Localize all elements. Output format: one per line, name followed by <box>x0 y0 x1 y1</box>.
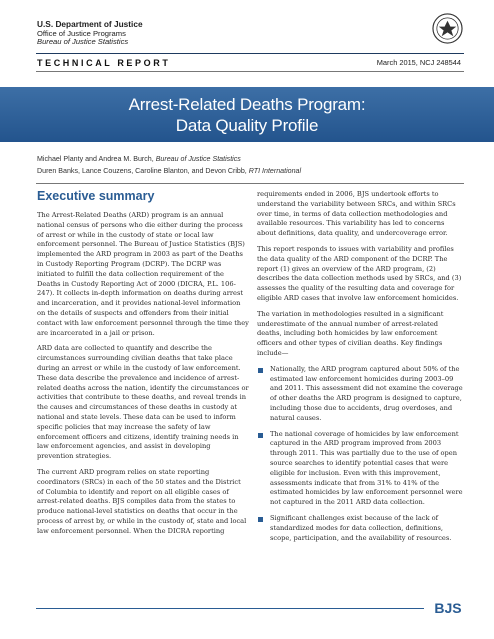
bjs-logo-text: BJS <box>434 600 462 616</box>
key-findings-list <box>257 365 464 544</box>
author-org-rti: RTI International <box>248 166 302 175</box>
paragraph: The variation in methodologies resulted in a significant underestimate of the annual number of arrest-related deaths, including both homicides by law enforcement officers and other types of civilian deaths. Key findings include— <box>257 309 444 357</box>
left-column <box>37 211 249 543</box>
paragraph: The Arrest-Related Deaths (ARD) program is an annual national census of persons who die either during the process of arrest or while in the custody of state or local law enforcement personnel. The Bureau of Justice Statistics (BJS) implemented the ARD program in 2003 as part of the Deaths in Custody Reporting Program (DCRP). The DCRP was initiated to fulfill the data collection requirement of the Deaths in Custody Reporting Act of 2000 (DICRA, P.L. 106-247). It collects in-depth information on deaths during arrest and incarceration, and it provides national-level information on the details of suspects and offenders from their initial contact with law enforcement personnel through the time they are incarcerated in a jail or prison. <box>37 211 249 337</box>
author-names-rti: Duren Banks, Lance Couzens, Caroline Blanton, and Devon Cribb, <box>37 166 249 175</box>
author-line-bjs <box>37 154 301 166</box>
author-rule <box>36 183 464 184</box>
author-line-rti <box>37 166 301 178</box>
title-banner <box>0 87 494 142</box>
list-item <box>257 430 464 508</box>
bullet-square-icon <box>258 433 263 438</box>
bureau-name: Bureau of Justice Statistics <box>37 37 129 47</box>
author-org-bjs: Bureau of Justice Statistics <box>155 155 241 163</box>
header-rule <box>36 53 464 54</box>
office-name: Office of Justice Programs <box>37 28 126 38</box>
report-type: TECHNICAL REPORT <box>37 58 171 68</box>
report-date-ncj: March 2015, NCJ 248544 <box>376 58 461 67</box>
list-item-text: The national coverage of homicides by law enforcement captured in the ARD program improved from 2003 through 2011. This was partially due to the use of open source searches to identify potential cases that were eligible for inclusion. Even with this improvement, assessments indicate that from 31% to 41% of the estimated homicides by law enforcement personnel were not captured in the 2011 ARD data collection. <box>270 429 463 507</box>
report-title-line1: Arrest-Related Deaths Program: <box>128 94 366 114</box>
author-names-bjs: Michael Planty and Andrea M. Burch, <box>37 155 156 163</box>
bullet-square-icon <box>258 517 263 522</box>
doj-seal-icon <box>432 13 463 44</box>
header-rule-secondary <box>36 71 464 72</box>
footer-rule <box>36 608 424 609</box>
right-column <box>257 190 464 549</box>
paragraph: This report responds to issues with variability and profiles the data quality of the ARD component of the DCRP. The report (1) gives an overview of the ARD program, (2) describes the data collection methods used by SRCs, and (3) assesses the quality of the resulting data and coverage for eligible ARD cases that involve law enforcement homicides. <box>257 244 462 302</box>
bjs-logo-icon <box>430 597 466 619</box>
paragraph: ARD data are collected to quantify and describe the circumstances surrounding civilian deaths that take place during an arrest or while in the custody of law enforcement. These data describe the prevalence and incidence of arrest-related deaths across the nation, identify the circumstances or activities that contribute to these deaths, and reveal trends in the causes and circumstances of these deaths in custody at national and state levels. These data can be used to inform specific policies that may increase the safety of law enforcement officers and citizens, identify training needs in law enforcement agencies, and assist in developing prevention strategies. <box>37 344 249 461</box>
paragraph: requirements ended in 2006, BJS undertook efforts to understand the variability between SRCs, and within SRCs over time, in terms of data collection methodologies and available resources. This variability has led to concerns about definitions, data quality, and undercoverage error. <box>257 190 456 238</box>
list-item <box>257 514 464 543</box>
bullet-square-icon <box>258 368 263 373</box>
section-heading: Executive summary <box>37 189 155 203</box>
agency-name: U.S. Department of Justice <box>37 19 143 29</box>
author-list <box>37 154 301 177</box>
list-item <box>257 365 464 424</box>
list-item-text: Significant challenges exist because of the lack of standardized modes for data collection, definitions, scope, participation, and the availability of resources. <box>270 513 452 542</box>
paragraph: The current ARD program relies on state reporting coordinators (SRCs) in each of the 50 states and the District of Columbia to identify and report on all eligible cases of arrest-related deaths. BJS compiles data from the states to produce national-level statistics on deaths that occur in the process of arrest by, or while in the custody of, state and local law enforcement personnel. When the DICRA reporting <box>37 467 247 535</box>
agency-block <box>37 20 143 47</box>
list-item-text: Nationally, the ARD program captured about 50% of the estimated law enforcement homicides during 2003–09 and 2011. This assessment did not examine the coverage of other deaths the ARD program is designed to capture, including those due to accidents, drug overdoses, and natural causes. <box>270 364 463 422</box>
report-title-line2: Data Quality Profile <box>175 115 319 135</box>
